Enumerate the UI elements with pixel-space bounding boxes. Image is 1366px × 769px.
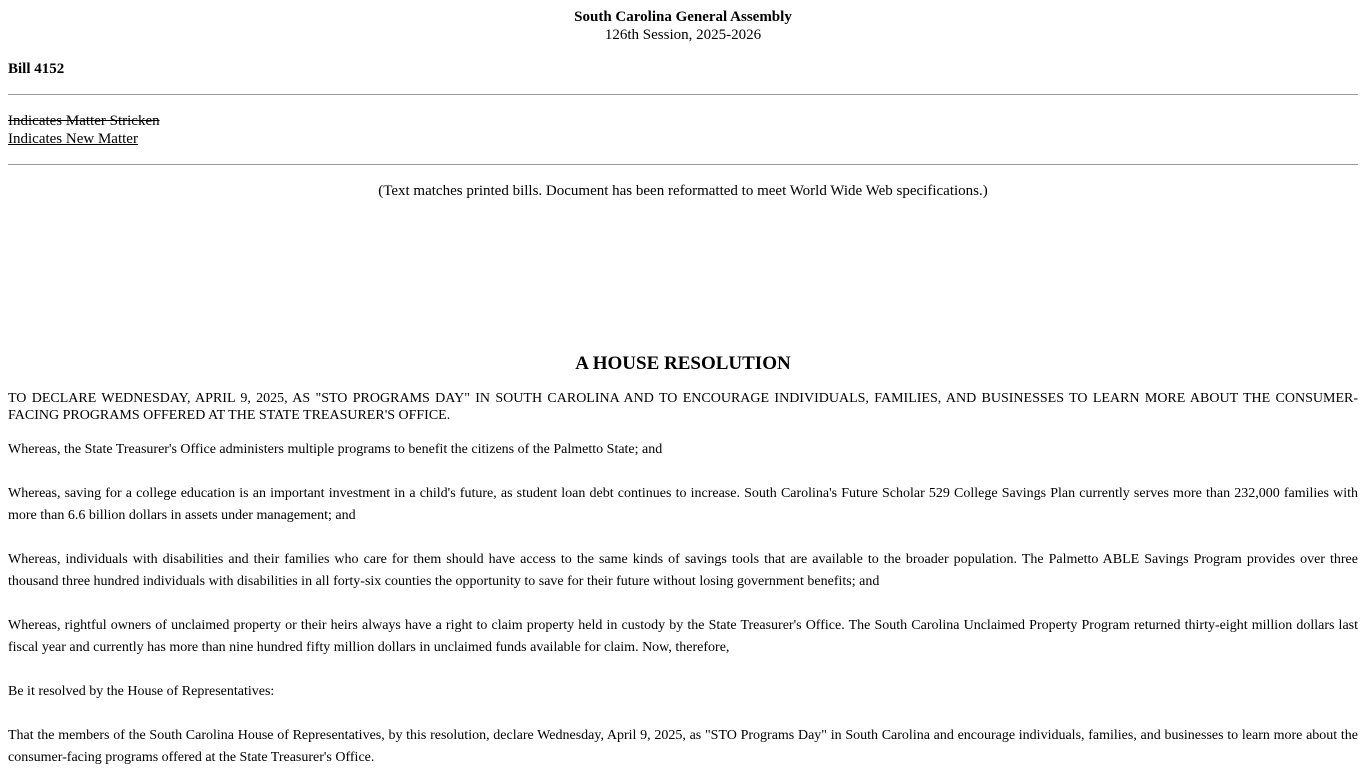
- paragraph: Whereas, the State Treasurer's Office administers multiple programs to benefit the citizens of the Palmetto State; and: [8, 442, 663, 457]
- legend: [8, 112, 1358, 148]
- format-note: (Text matches printed bills. Document has been reformatted to meet World Wide Web specifications.): [378, 183, 988, 199]
- bill-number: Bill 4152: [8, 61, 65, 77]
- divider: [8, 94, 1358, 95]
- paragraph: Whereas, individuals with disabilities and their families who care for them should have access to the same kinds of savings tools that are available to the broader population. The Palmetto ABLE Savings Program provides over three thousand three hundred individuals with disabilities in all forty-six counties the opportunity to save for their future without losing government benefits; and: [8, 552, 1358, 589]
- legend-new-matter: Indicates New Matter: [8, 131, 138, 147]
- resolution-caption: TO DECLARE WEDNESDAY, APRIL 9, 2025, AS "STO PROGRAMS DAY" IN SOUTH CAROLINA AND TO ENCOURAGE INDIVIDUALS, FAMILIES, AND BUSINESSES TO LEARN MORE ABOUT THE CONSUMER-FACING PROGRAMS OFFERED AT THE STATE TREASURER'S OFFICE.: [8, 391, 1358, 423]
- session-label: 126th Session, 2025-2026: [604, 27, 762, 43]
- paragraph: Be it resolved by the House of Representatives:: [8, 684, 275, 699]
- paragraph: Whereas, rightful owners of unclaimed property or their heirs always have a right to claim property held in custody by the State Treasurer's Office. The South Carolina Unclaimed Property Program returned thirty-eight million dollars last fiscal year and currently has more than nine hundred fifty million dollars in unclaimed funds available for claim. Now, therefore,: [8, 618, 1358, 655]
- resolution-title: A HOUSE RESOLUTION: [575, 353, 791, 374]
- document-header: [8, 0, 1358, 44]
- paragraph: Whereas, saving for a college education is an important investment in a child's future, as student loan debt continues to increase. South Carolina's Future Scholar 529 College Savings Plan currently serves more than 232,000 families with more than 6.6 billion dollars in assets under management; and: [8, 486, 1358, 523]
- divider: [8, 164, 1358, 165]
- paragraph: That the members of the South Carolina House of Representatives, by this resolution, declare Wednesday, April 9, 2025, as "STO Programs Day" in South Carolina and encourage individuals, families, and businesses to learn more about the consumer-facing programs offered at the State Treasurer's Office.: [8, 728, 1358, 765]
- legend-stricken: Indicates Matter Stricken: [8, 113, 160, 129]
- assembly-name: South Carolina General Assembly: [574, 9, 792, 25]
